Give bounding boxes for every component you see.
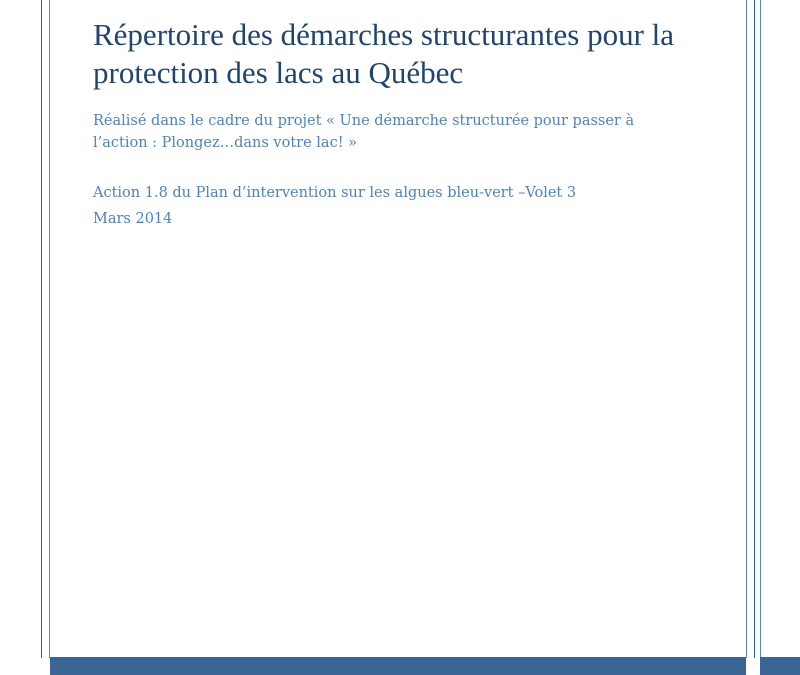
document-subtitle: Réalisé dans le cadre du projet « Une démarche structurée pour passer à l’action : Plongez…dans votre lac! » (93, 113, 635, 151)
bottom-band (50, 657, 746, 675)
action-line: Action 1.8 du Plan d’intervention sur les algues bleu-vert –Volet 3 (93, 185, 577, 201)
document-title: Répertoire des démarches structurantes pour la protection des lacs au Québec (93, 17, 675, 90)
right-frame-line-outer (760, 0, 761, 658)
left-frame-line-outer (41, 0, 42, 658)
document-meta (93, 180, 693, 232)
bottom-band-right (760, 657, 800, 675)
right-frame-line-inner (746, 0, 747, 658)
left-frame-line-inner (49, 0, 50, 658)
document-date: Mars 2014 (93, 211, 173, 227)
right-frame-line-middle (754, 0, 755, 658)
